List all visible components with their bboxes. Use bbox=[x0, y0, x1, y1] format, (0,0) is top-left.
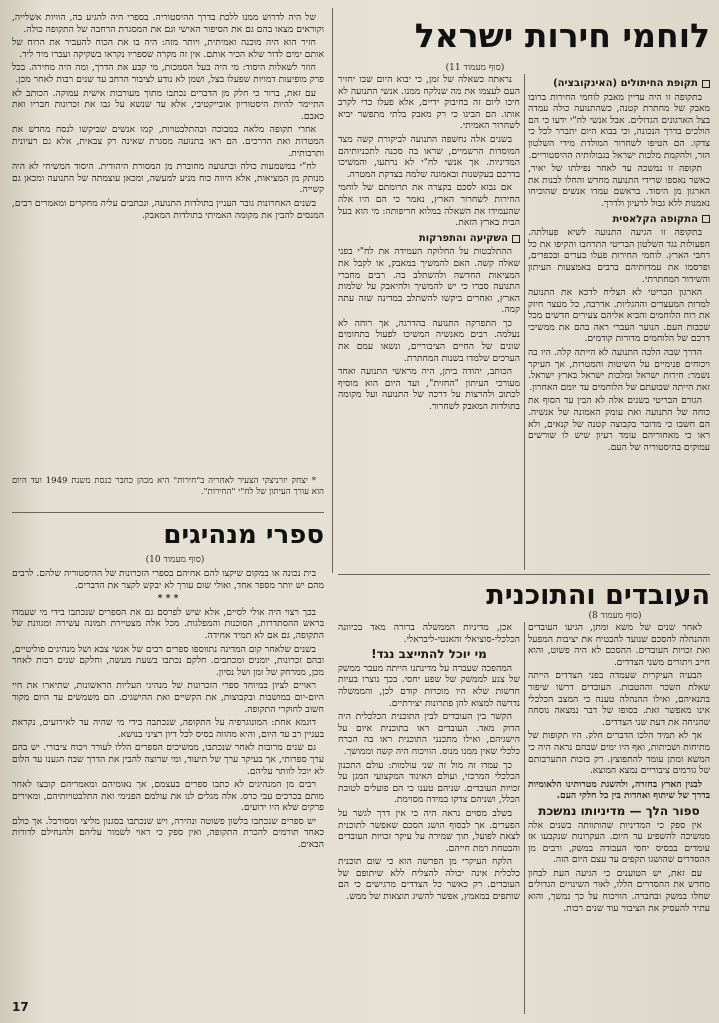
section-separator: * * * bbox=[157, 593, 179, 605]
paragraph: לאחר שנים של משא ומתן, הגיעו העובדים וההנהלה להסכם שנועד להבטיח את יציבות המפעל ואת זכויות העובדים. ההסכם לא היה פשוט, והוא חייב ויתורים משני הצדדים. bbox=[528, 622, 710, 668]
paragraph: בשנים אלה נחשפה התנועה לביקורת קשה מצד המוסדות הרשמיים, שראו בה סכנה לתכניותיהם המדיניות. אך אנשי לח"י לא נרתעו, והמשיכו בדרכם בעקשנות ובאמונה שלמה בצדקת המטרה. bbox=[338, 133, 520, 180]
column-rule bbox=[332, 8, 333, 573]
fighters-left-column bbox=[338, 74, 520, 570]
fighters-continued-from: (סוף מעמוד 11) bbox=[445, 63, 505, 73]
paragraph: כך עמדו זה מול זה שני עולמות: עולם התכנון הכלכלי המרכזי, ועולם האיגוד המקצועי המגן על זכויות העובדים. שניהם טענו כי הם פועלים לטובת הכלל, ושניהם צדקו במידה מסוימת. bbox=[338, 759, 520, 806]
workers-continued-from: (סוף מעמוד 8) bbox=[588, 611, 642, 621]
subhead-text: התקופה הקלאסית bbox=[612, 213, 698, 225]
paragraph: ראויים לציון במיוחד ספרי הזכרונות של מנהיגי העליות הראשונות, שתיארו את חיי היום-יום במושבות ובקבוצות, את הקשיים ואת ההישגים. הם משמשים עד היום מקור חשוב לחוקרי התקופה. bbox=[12, 680, 324, 715]
paragraph: נראתה כשאלה של זמן, כי יבוא היום שבו יחזיר העם לעצמו את מה שנלקח ממנו. אנשי התנועה לא חיכו ליום זה בחיבוק ידיים, אלא פעלו כדי לקרב אותו. הם הבינו כי רק מאבק בלתי מתפשר יביא לשחרור האמיתי. bbox=[338, 74, 520, 132]
paragraph: אך לא תמיד הלכו הדברים חלק. היו תקופות של מתיחות ושביתות, ואף היו ימים שבהם נראה היה כי המשא ומתן עומד להתפוצץ. רק בזכות התערבותם של גורמים ציבוריים נמצא המוצא. bbox=[528, 730, 710, 777]
books-continued-from: (סוף מעמוד 10) bbox=[145, 555, 205, 565]
books-headline: ספרי מנהיגים bbox=[163, 520, 324, 550]
paragraph: המהפכה שעברה על מדינתנו הייתה מעבר ממשק של צנע לממשק של שפע יחסי. בכך נוצרו בעיות חדשות שלא היו מוכרות קודם לכן, והממשלה נדרשה למצוא להן פתרונות יצירתיים. bbox=[338, 662, 520, 709]
paragraph: לח"י במשמעות כולה ובתנועה מחוברת מן המסורת היהודית. היסוד המשיחי לא היה מנותק מן המציאות, אלא היווה כוח מניע למעשה, ומכאן עוצמתה של התנועה ומכאן גם קשייה. bbox=[12, 161, 324, 196]
paragraph: של היה לדרוש ממנו ללכת בדרך ההיסטוריה. בספרי היה להגיע בה, הוויות אשלייה, וקוראים מצאו בהם גם את הסיפור האישי וגם את המסגרת הרחבה של התקופה כולה. bbox=[12, 12, 324, 35]
paragraph: הבעיה העיקרית שעמדה בפני הצדדים הייתה שאלת השכר וההטבות. העובדים דרשו שיפור בתנאיהם, ואילו ההנהלה טענה כי המצב הכלכלי אינו מאפשר זאת. בסופו של דבר נמצאה נוסחה שהניחה את דעת שני הצדדים. bbox=[528, 670, 710, 728]
paragraph: חוזר לשאלות היסוד: מי היה בעל הסמכות, מי קבע את הדרך, ומה היה מחירה. בכל פרק מופיעות דמויות שפעלו בצל, ושמן לא נודע לציבור הרחב עד שנים רבות לאחר מכן. bbox=[12, 62, 324, 85]
fighters-right-column bbox=[528, 74, 710, 570]
paragraph: הגורם הבריטי בשנים אלה לא הבין עד הסוף את כוחה של התנועה ואת עומק האמונה של אנשיה. הם חשבו כי מדובר בקבוצה קטנה של קנאים, ולא ראו כי מאחוריהם עומד רעיון שיש לו שורשים עמוקים בהיסטוריה של העם. bbox=[528, 395, 710, 453]
section-subhead bbox=[528, 214, 710, 226]
paragraph: בתקופה זו היה עדיין מאבק לוחמי החירות ברובו מאבק של מחתרת קטנה, כשהתנועה כולה עמדה בצל הארגונים הגדולים. אבל אנשי לח"י ידעו כי הם הולכים בדרך הנכונה, וכי בבוא היום יתברר לכל כי צדקו. הם הטיפו לשחרור המולדת מידי השלטון הזר, ולהקמת מלכות ישראל בגבולותיה ההיסטוריים. bbox=[528, 91, 710, 161]
paragraph: בשלב מסוים נראה היה כי אין דרך לגשר על הפערים. אך לבסוף הושג הסכם שאפשר לתוכנית לצאת לפועל, תוך שמירה על עיקר זכויות העובדים והבטחת רמת חייהם. bbox=[338, 807, 520, 854]
section-subhead: מי יוכל להתייצב נגד! bbox=[371, 647, 487, 662]
paragraph: בשנים שלאחר קום המדינה נתווספו ספרים רבים של אנשי צבא ושל מנהיגים פוליטיים, ובהם זכרונות, יומנים ומכתבים. חלקם נכתבו בשעת מעשה, וחלקם שנים רבות לאחר מכן, ממרחק של זמן ושל נסיון. bbox=[12, 643, 324, 678]
subhead-text: תקופת החיתולים (האינקובציה) bbox=[553, 78, 698, 89]
paragraph: עם זאת, ברור כי חלק מן הדברים נכתבו מתוך מעורבות אישית עמוקה. הכותב לא התיימר להיות היסטוריון אובייקטיבי, אלא עד שנשא על גבו את זכרונות חבריו ואת כאבם. bbox=[12, 87, 324, 122]
section-subhead: ספור הלך — מדיניותו נמשכת bbox=[538, 803, 700, 818]
paragraph: אכן, מדיניות הממשלה ברורה מאד בכיוונה הכלכלי-סוציאלי והאנטי-ליבראלי. bbox=[338, 622, 520, 645]
paragraph: רבים מן המנהיגים לא כתבו ספרים בעצמם, אך נאומיהם ומאמריהם קובצו לאחר מותם בכרכים עבי כרס. אלה מגלים לנו את עולמם הפנימי ואת התלבטויותיהם, ומאירים פרקים שלא היו ידועים. bbox=[12, 779, 324, 814]
paragraph: בשנים האחרונות גובר העניין בתולדות התנועה, ונכתבים עליה מחקרים ומאמרים רבים, המנסים להבין את מקומה האמיתי בתולדות המאבק. bbox=[12, 197, 324, 221]
paragraph: גם שנים מרובות לאחר שנכתבו, ממשיכים הספרים הללו לעורר ויכוח ציבורי. יש בהם ערך ספרותי, אך בעיקר ערך של תיעוד, ומי שרוצה להבין את הדרך שבה הגענו עד הלום לא יוכל לוותר עליהם. bbox=[12, 742, 324, 777]
workers-left-column bbox=[338, 622, 520, 1014]
paragraph: בית נכונה או במקום שיקצו להם אחיהם בספרי הזכרונות של ההיסטוריה שלהם. לרבים מהם יש יותר מספר אחד, ואולי שום עורך לא יבקש לקצר את הדברים. bbox=[12, 568, 324, 591]
paragraph: תקופה זו נמשכה עד לאחר נפילתו של יאיר, כאשר נאספו שרידי התנועה מחדש והחלו לבנות את הארגון מן היסוד. בראשם עמדו אנשים שהוכיחו נאמנות ללא גבול לרעיון ולדרך. bbox=[528, 163, 710, 209]
section-rule bbox=[12, 512, 324, 513]
left-footnote bbox=[12, 476, 324, 510]
section-subhead bbox=[338, 233, 520, 245]
paragraph: הלקח העיקרי מן הפרשה הוא כי שום תוכנית כלכלית אינה יכולה להצליח ללא שיתופם של העובדים. רק כאשר כל הצדדים מרגישים כי הם שותפים במאמץ, אפשר להשיג תוצאות של ממש. bbox=[338, 856, 520, 903]
books-column bbox=[12, 568, 324, 996]
bold-paragraph: לבנין הארץ בחזרה, ולהשגת מטרותינו הלאומיות בדרך של שיתוף ואחדות בין כל חלקי העם. bbox=[528, 778, 710, 802]
section-rule bbox=[338, 574, 710, 575]
square-bullet-icon bbox=[702, 215, 710, 223]
paragraph: חזיר הוא היה מוכנה ואמיתית, ויותר מזה: היה בו את הכוח להעביר את הרוח של אותם ימים לדור שלא הכיר אותם. אין זה מקרה שספריו נקראו בשקיקה ועברו מיד ליד. bbox=[12, 37, 324, 60]
paragraph: בתקופה זו הגיעה התנועה לשיא פעולתה. הפעולות נגד השלטון הבריטי התרחבו והקיפו את כל רחבי הארץ. לוחמי החירות פעלו בערים ובכפרים, ופרסמו את עמדותיהם ברבים באמצעות העיתון והשידור המחתרתי. bbox=[528, 227, 710, 285]
column-rule bbox=[524, 74, 525, 570]
workers-headline: העובדים והתוכנית bbox=[486, 580, 710, 611]
paragraph: הקשר בין העובדים לבין התוכנית הכלכלית היה הדוק מאד. העובדים ראו בתוכנית איום על הישגיהם, ואילו מתכנני התוכנית ראו בה הכרח כלכלי שאין ממנו מנוס. הוויכוח היה קשה וממושך. bbox=[338, 711, 520, 757]
paragraph: הכותב, יהודה ביתן, היה מראשי התנועה ואחד מעורכי העיתון "החזית", ועד היום הוא מוסיף לכתוב ולהרצות על דרכה של התנועה ועל מקומה בתולדות המאבק לשחרור. bbox=[338, 366, 520, 413]
paragraph: ההתלבטות על החלוקה העמידה את לח"י בפני שאלה קשה. האם להמשיך במאבק, או לקבל את המציאות החדשה ולהשתלב בה. רבים מחברי התנועה סברו כי יש להמשיך ולהיאבק על שלמות הארץ, ואחרים ביקשו להשתלב במדינה שזה עתה קמה. bbox=[338, 246, 520, 316]
left-top-column bbox=[12, 12, 324, 472]
paragraph: יש ספרים שנכתבו בלשון פשוטה ונהירה, ויש שנכתבו בסגנון מליצי ומסורבל. אך כולם כאחד תורמים להכרת התקופה, ואין ספק כי ראוי לשמור עליהם ולהנחילם לדורות הבאים. bbox=[12, 815, 324, 851]
paragraph: עם זאת, יש הטוענים כי הגיעה העת לבחון מחדש את ההסדרים הללו, לאור השינויים הגדולים שחלו במשק ובחברה. הוויכוח על כך נמשך, והוא עתיד להעסיק את הציבור עוד שנים רבות. bbox=[528, 867, 710, 914]
column-rule bbox=[524, 622, 525, 1014]
fighters-headline: לוחמי חירות ישראל bbox=[414, 16, 710, 55]
page-number: 17 bbox=[12, 1000, 29, 1014]
square-bullet-icon bbox=[512, 235, 520, 243]
footnote-text: * יצחק יזרניצקי הצעיר לאחריה ב"חירות" היא מכהן כחבר כנסת משנת 1949 ועד היום הוא עורך העיתון של לח"י "החירות". bbox=[12, 476, 324, 497]
section-subhead bbox=[528, 78, 710, 90]
paragraph: אין ספק כי המדיניות שהותוותה בשנים אלה ממשיכה להשפיע עד היום. העקרונות שנקבעו אז עומדים בבסיס יחסי העבודה במשק, ורבים מן ההסדרים שהושגו תקפים עד עצם היום הזה. bbox=[528, 819, 710, 866]
paragraph: בכך רצוי היה אולי לסיים, אלא שיש לפרסם גם את הספרים שנכתבו בידי מי שעמדו בראש ההסתדרות, הסוכנות והמפלגות. מכל אלה מצטיירת תמונה עשירה ומגוונת של התקופה, גם אם לא תמיד אחידה. bbox=[12, 606, 324, 641]
paragraph: אם נבוא לסכם בקצרה את תרומתם של לוחמי החירות לשחרור הארץ, נאמר כי הם היו אלה שהעמידו את השאלה במלוא חריפותה: מי הוא בעל הבית בארץ הזאת. bbox=[338, 182, 520, 229]
workers-right-column bbox=[528, 622, 710, 1014]
square-bullet-icon bbox=[702, 80, 710, 88]
paragraph: הדרך שבה הלכה התנועה לא הייתה קלה. היו בה ויכוחים פנימיים על השיטות והמטרות, אך העיקר נשמר: חירות ישראל ומלכות ישראל בארץ ישראל. זאת הייתה שבועתם של הלוחמים עד יומם האחרון. bbox=[528, 347, 710, 393]
paragraph: הארגון הבריטי לא הצליח לדכא את התנועה למרות המעצרים וההגליות. אדרבה, כל מעצר חיזק את רוח הלוחמים והביא אליהם צעירים חדשים מכל שכבות העם. הנוער העברי ראה בהם את ממשיכי דרכם של הלוחמים מדורות קודמים. bbox=[528, 287, 710, 345]
paragraph: אחרי תקופה מלאה במבוכה ובהתלבטויות, קמו אנשים שביקשו לנסח מחדש את המטרות ואת הדרכים. הם ראו בתנועה מסגרת שאינה רק צבאית, אלא גם רעיונית ותרבותית. bbox=[12, 124, 324, 159]
paragraph: כך התפרקה התנועה בהדרגה, אך רוחה לא נעלמה. רבים מאנשיה המשיכו לפעול בתחומים שונים של החיים הציבוריים, ונשאו עמם את הערכים שלמדו בשנות המחתרת. bbox=[338, 317, 520, 364]
paragraph: דוגמא אחת: המונוגרפיה על התקופה, שנכתבה בידי מי שהיה עד לאירועים, נקראת בעניין רב עד היום, והיא מהווה בסיס לכל דיון רציני בנושא. bbox=[12, 717, 324, 740]
subhead-text: השקיעה והתפרקות bbox=[418, 232, 508, 244]
